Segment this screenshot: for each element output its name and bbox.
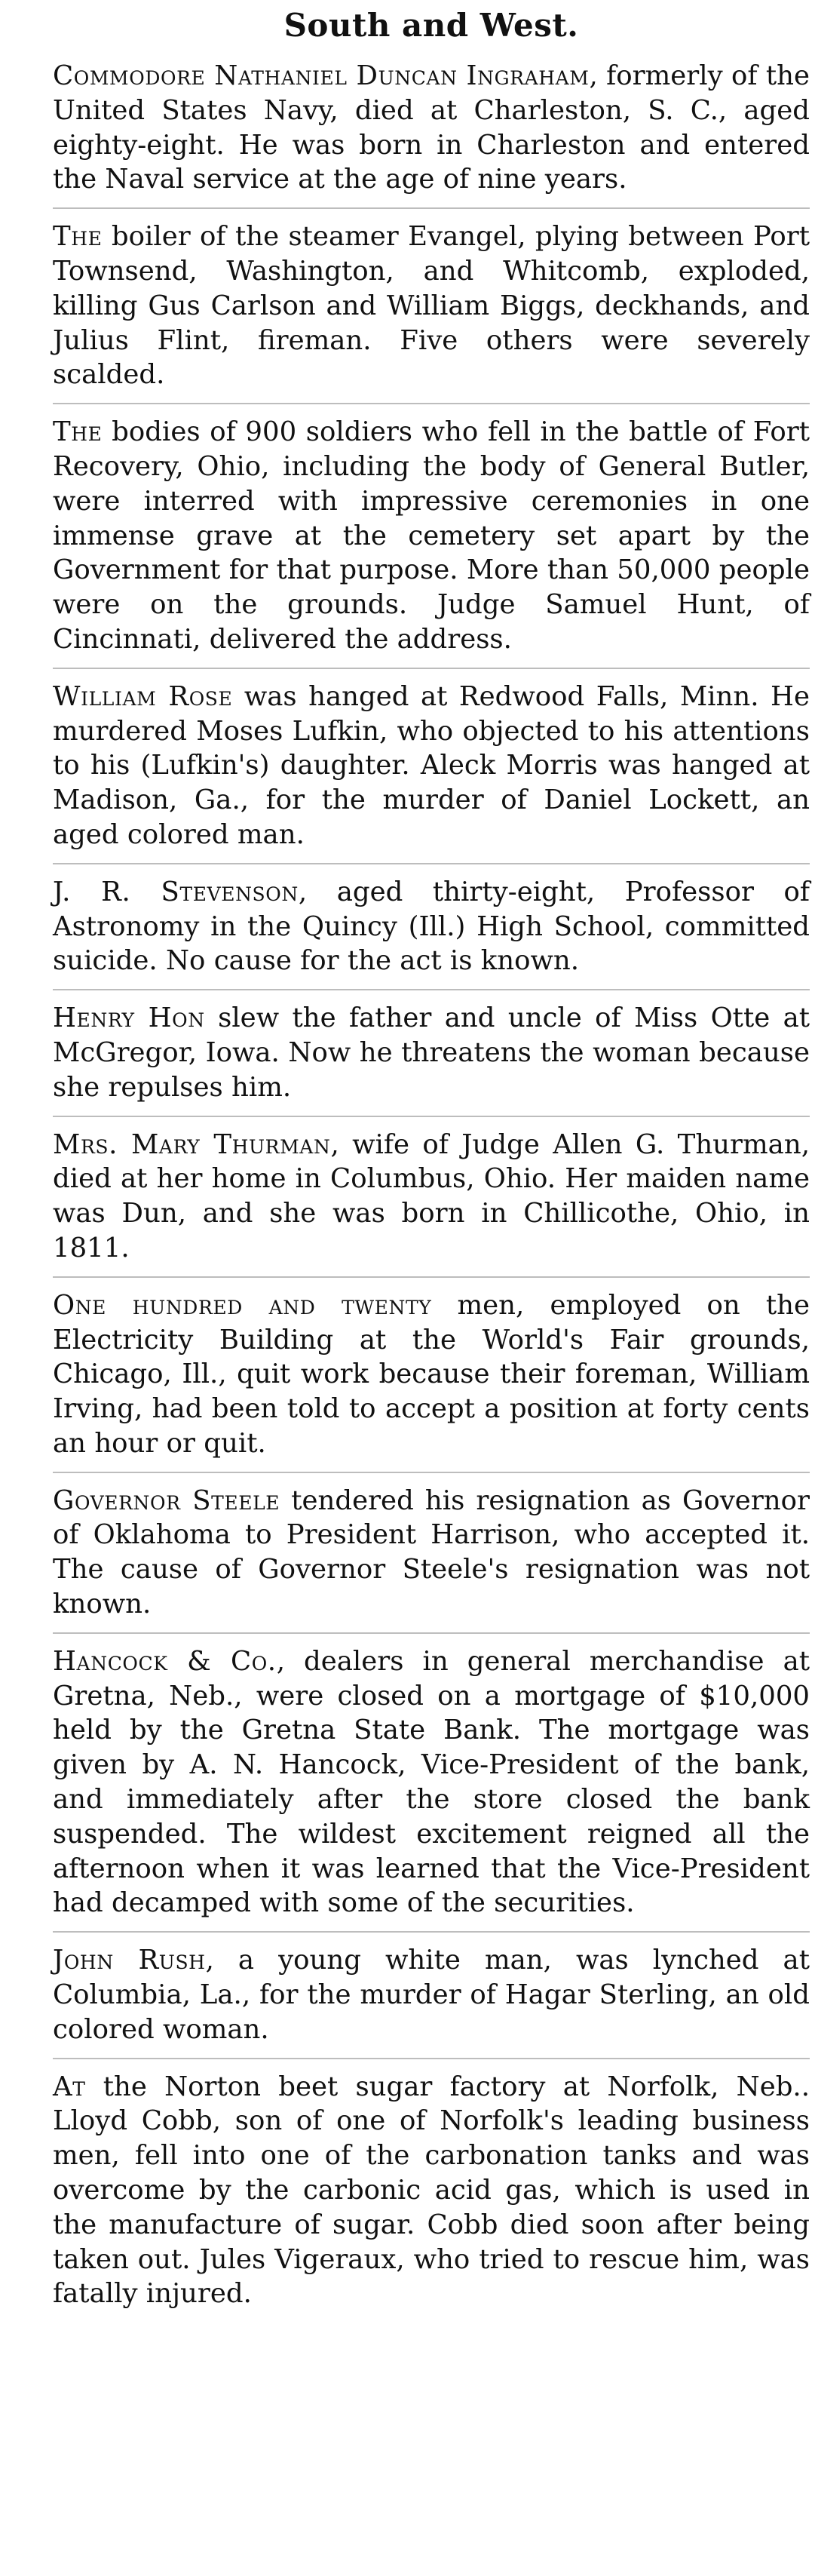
news-paragraph [53, 1128, 810, 1266]
paragraph-body: , formerly of the United States Navy, died at Charleston, S. C., aged eighty-eight. He was born in Charleston and entered the Naval service at the age of nine years. [53, 60, 810, 195]
news-paragraph [53, 1484, 810, 1622]
paragraph-body: , wife of Judge Allen G. Thurman, died at her home in Columbus, Ohio. Her maiden name was Dun, and she was born in Chillicothe, Ohio, in 1811. [53, 1128, 810, 1263]
news-paragraph [53, 415, 810, 657]
news-paragraph [53, 680, 810, 852]
news-paragraph [53, 1001, 810, 1104]
paragraph-body: men, employed on the Electricity Building at the World's Fair grounds, Chicago, Ill., quit work because their foreman, William Irving, had been told to accept a position at forty cents an hour or quit. [53, 1289, 810, 1459]
news-item [53, 415, 810, 669]
lead-words: Mrs. Mary Thurman [53, 1128, 331, 1160]
paragraph-body: , dealers in general merchandise at Gretna, Neb., were closed on a mortgage of $10,000 held by the Gretna State Bank. The mortgage was given by A. N. Hancock, Vice-President of the bank, and immediately after the store closed the bank suspended. The wildest excitement reigned all the afternoon when it was learned that the Vice-President had decamped with some of the securities. [53, 1645, 810, 1919]
paragraph-body: was hanged at Redwood Falls, Minn. He murdered Moses Lufkin, who objected to his attentions to his (Lufkin's) daughter. Aleck Morris was hanged at Madison, Ga., for the murder of Daniel Lockett, an aged colored man. [53, 680, 810, 850]
news-item [53, 1288, 810, 1473]
paragraph-body: bodies of 900 soldiers who fell in the battle of Fort Recovery, Ohio, including the body of General Butler, were interred with impressive ceremonies in one immense grave at the cemetery set apart by the Government for that purpose. More than 50,000 people were on the grounds. Judge Samuel Hunt, of Cincinnati, delivered the address. [53, 416, 810, 655]
news-item [53, 1644, 810, 1933]
lead-words: Governor Steele [53, 1485, 280, 1516]
lead-words: John Rush [53, 1945, 206, 1976]
lead-words: Commodore Nathaniel Duncan Ingraham [53, 60, 590, 91]
news-paragraph [53, 875, 810, 978]
lead-words: The [53, 221, 103, 253]
news-item [53, 1484, 810, 1634]
lead-words: William Rose [53, 680, 233, 712]
news-paragraph [53, 1943, 810, 2046]
paragraph-body: , a young white man, was lynched at Columbia, La., for the murder of Hagar Sterling, an old colored woman. [53, 1945, 810, 2045]
news-item [53, 1001, 810, 1116]
news-paragraph [53, 220, 810, 392]
section-headline: South and West. [283, 7, 579, 44]
lead-words: Henry Hon [53, 1002, 205, 1034]
paragraph-body: tendered his resignation as Governor of Oklahoma to President Harrison, who accepted it. The cause of Governor Steele's resignation was not known. [53, 1485, 810, 1620]
paragraph-body: the Norton beet sugar factory at Norfolk, Neb.. Lloyd Cobb, son of one of Norfolk's leading business men, fell into one of the carbonation tanks and was overcome by the carbonic acid gas, which is used in the manufacture of sugar. Cobb died soon after being taken out. Jules Vigeraux, who tried to rescue him, was fatally injured. [53, 2071, 810, 2310]
news-item [53, 2070, 810, 2323]
news-item [53, 220, 810, 404]
news-item [53, 875, 810, 990]
news-paragraph [53, 1644, 810, 1920]
news-item [53, 59, 810, 209]
news-paragraph [53, 1288, 810, 1461]
lead-words: At [53, 2071, 86, 2102]
news-item [53, 1128, 810, 1278]
lead-words: One hundred and twenty [53, 1289, 432, 1321]
news-column [53, 0, 810, 2332]
news-item [53, 1943, 810, 2059]
paragraph-body: , aged thirty-eight, Professor of Astronomy in the Quincy (Ill.) High School, committed suicide. No cause for the act is known. [53, 876, 810, 977]
paragraph-body: slew the father and uncle of Miss Otte at McGregor, Iowa. Now he threatens the woman because she repulses him. [53, 1002, 810, 1103]
lead-words: J. R. Stevenson [53, 876, 299, 907]
news-item [53, 680, 810, 864]
news-paragraph [53, 2070, 810, 2312]
paragraph-body: boiler of the steamer Evangel, plying between Port Townsend, Washington, and Whitcomb, exploded, killing Gus Carlson and William Biggs, deckhands, and Julius Flint, fireman. Five others were severely scalded. [53, 221, 810, 391]
lead-words: The [53, 416, 103, 448]
news-paragraph [53, 59, 810, 197]
lead-words: Hancock & Co. [53, 1645, 277, 1677]
